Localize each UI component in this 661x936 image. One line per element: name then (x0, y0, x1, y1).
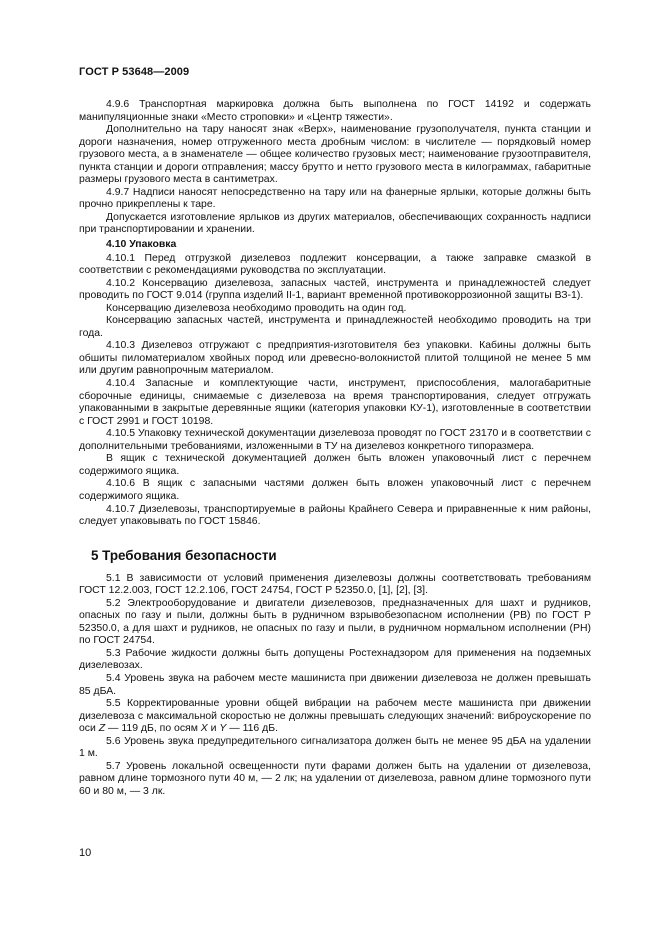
text-5-5-part-d: — 116 дБ. (226, 723, 278, 735)
paragraph-marking-details: Дополнительно на тару наносят знак «Верх», наименование грузополучателя, пункта станции и дороги назначения, номер отгруженного места дробным числом: в числителе — порядковый номер грузового места, а в знаменателе — общее количество грузовых мест; наименование грузоотправителя, пункта станции и дороги отправления; массу брутто и нетто грузового места в килограммах, габаритные размеры грузового места в сантиметрах. (79, 124, 591, 186)
axis-y-symbol: Y (219, 723, 227, 735)
paragraph-4-10-3: 4.10.3 Дизелевоз отгружают с предприятия-изготовителя без упаковки. Кабины должны быть обшиты пиломатериалом хвойных пород или древесно-волокнистой плитой толщиной не менее 5 мм или другим равнопрочным материалом. (79, 340, 591, 377)
paragraph-4-10-7: 4.10.7 Дизелевозы, транспортируемые в районы Крайнего Севера и приравненные к ним районы, следует упаковывать по ГОСТ 15846. (79, 503, 591, 528)
paragraph-5-3: 5.3 Рабочие жидкости должны быть допущены Ростехнадзором для применения на подземных дизелевозах. (79, 647, 591, 672)
axis-x-symbol: X (200, 723, 208, 735)
paragraph-4-10-4: 4.10.4 Запасные и комплектующие части, инструмент, приспособления, малогабаритные сборочные единицы, снимаемые с дизелевоза на время транспортирования, следует отгружать упакованными в закрытые деревянные ящики (категория упаковки КУ-1), изготовленные в соответствии с ГОСТ 2991 и ГОСТ 10198. (79, 378, 591, 427)
paragraph-4-10-6: 4.10.6 В ящик с запасными частями должен быть вложен упаковочный лист с перечнем содержимого ящика. (79, 478, 591, 502)
paragraph-5-4: 5.4 Уровень звука на рабочем месте машиниста при движении дизелевоза не должен превышать 85 дБА. (79, 672, 591, 697)
paragraph-5-5 (79, 698, 591, 736)
paragraph-4-10-1: 4.10.1 Перед отгрузкой дизелевоз подлежит консервации, а также заправке смазкой в соответствии с рекомендациями руководства по эксплуатации. (79, 252, 591, 277)
paragraph-4-9-6: 4.9.6 Транспортная маркировка должна быть выполнена по ГОСТ 14192 и содержать манипуляционные знаки «Место строповки» и «Центр тяжести». (79, 99, 591, 123)
paragraph-4-10-5: 4.10.5 Упаковку технической документации дизелевоза проводят по ГОСТ 23170 и в соответствии с дополнительными требованиями, изложенными в ТУ на дизелевоз конкретного типоразмера. (79, 428, 591, 452)
paragraph-5-7: 5.7 Уровень локальной освещенности пути фарами должен быть на удалении от дизелевоза, равном длине тормозного пути 40 м, — 2 лк; на удалении от дизелевоза, равном длине тормозного пути 60 и 80 м, — 3 лк. (79, 760, 591, 797)
subsection-heading-4-10: 4.10 Упаковка (106, 239, 177, 251)
paragraph-5-6: 5.6 Уровень звука предупредительного сигнализатора должен быть не менее 95 дБА на удалении 1 м. (79, 735, 591, 760)
paragraph-label-materials: Допускается изготовление ярлыков из других материалов, обеспечивающих сохранность надписи при транспортировании и хранении. (79, 211, 591, 236)
document-body (79, 99, 591, 798)
paragraph-conservation-one-year: Консервацию дизелевоза необходимо проводить на один год. (106, 302, 407, 314)
paragraph-5-1: 5.1 В зависимости от условий применения дизелевозы должны соответствовать требованиям ГОСТ 12.2.003, ГОСТ 12.2.106, ГОСТ 24754, ГОСТ Р 52350.0, [1], [2], [3]. (79, 572, 591, 597)
section-heading-5: 5 Требования безопасности (91, 547, 277, 563)
axis-z-symbol: Z (98, 723, 106, 735)
text-5-5-part-b: — 119 дБ, по осям (105, 723, 201, 735)
text-5-5-part-a: 5.5 Корректированные уровни общей вибрации на рабочем месте машиниста при движении дизелевоза с максимальной скоростью не должны превышать следующих значений: виброускорение по оси (79, 698, 591, 735)
page-number: 10 (79, 847, 92, 859)
paragraph-conservation-three-years: Консервацию запасных частей, инструмента и принадлежностей необходимо проводить на три года. (79, 315, 591, 339)
paragraph-documentation-box: В ящик с технической документацией должен быть вложен упаковочный лист с перечнем содержимого ящика. (79, 453, 591, 477)
paragraph-4-9-7: 4.9.7 Надписи наносят непосредственно на тару или на фанерные ярлыки, которые должны быть прочно прикреплены к таре. (79, 186, 591, 211)
document-header: ГОСТ Р 53648—2009 (79, 66, 190, 78)
text-5-5-part-c: и (207, 723, 220, 735)
paragraph-4-10-2: 4.10.2 Консервацию дизелевоза, запасных частей, инструмента и принадлежностей следует проводить по ГОСТ 9.014 (группа изделий II-1, вариант временной противокоррозионной защиты ВЗ-1). (79, 277, 591, 302)
paragraph-5-2: 5.2 Электрооборудование и двигатели дизелевозов, предназначенных для шахт и рудников, опасных по газу и пыли, должны быть в рудничном взрывобезопасном исполнении (РВ) по ГОСТ Р 52350.0, а для шахт и рудников, не опасных по газу и пыли, в рудничном нормальном исполнении (РН) по ГОСТ 24754. (79, 597, 591, 647)
